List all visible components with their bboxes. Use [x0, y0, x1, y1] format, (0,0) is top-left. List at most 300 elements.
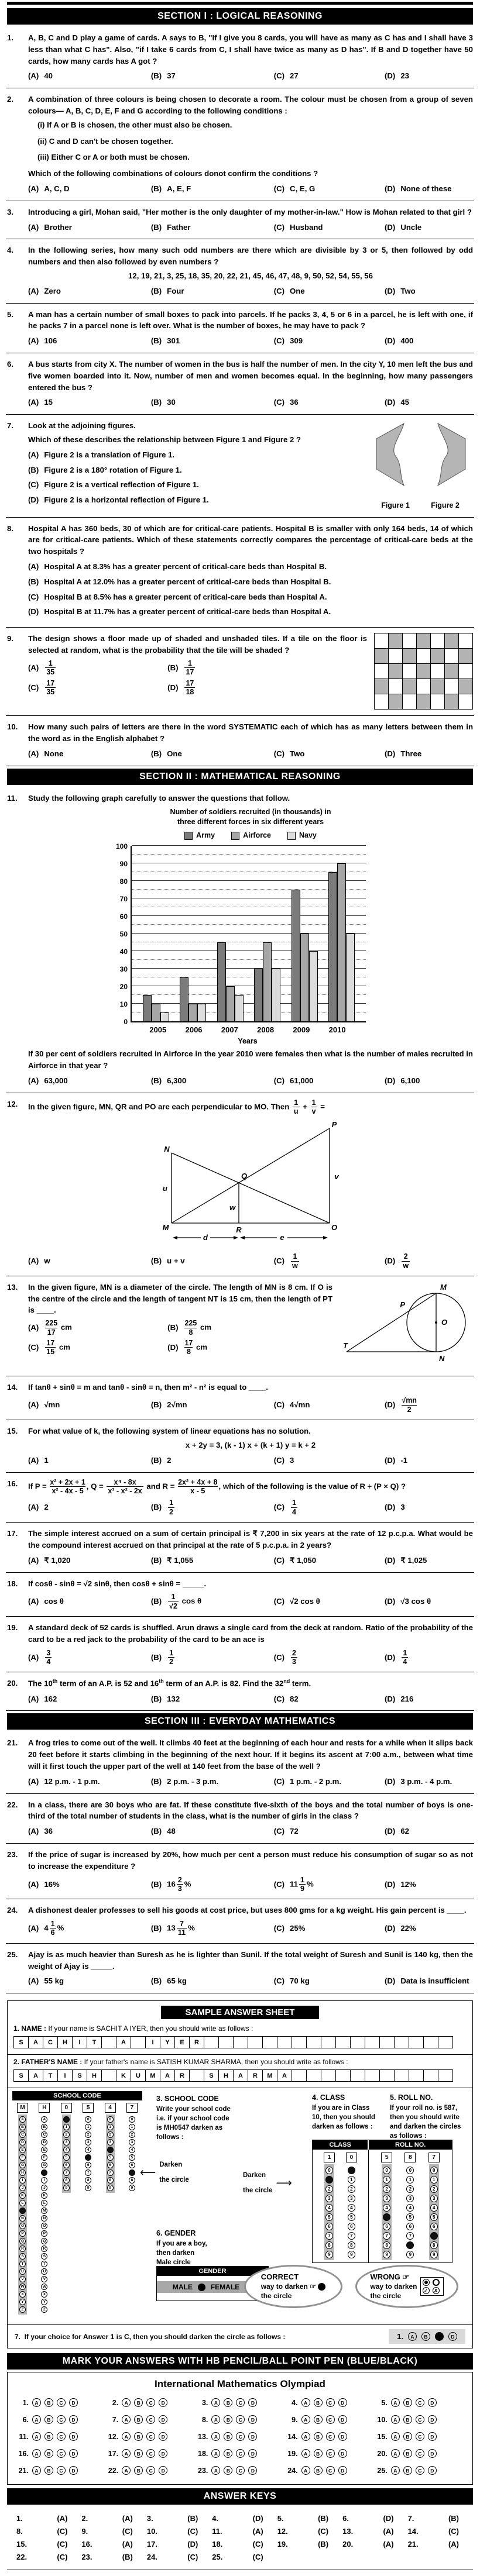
write-cell[interactable] — [394, 2036, 409, 2048]
bubble-1[interactable]: 1 — [129, 2124, 135, 2130]
option-d[interactable] — [385, 1649, 473, 1666]
omr-bubble-8-C[interactable]: C — [236, 2415, 245, 2424]
option-c[interactable] — [274, 1455, 382, 1466]
option-b[interactable] — [151, 1975, 272, 1987]
option-b[interactable] — [167, 1319, 280, 1337]
written-box[interactable]: 0 — [346, 2153, 357, 2162]
option-d[interactable] — [385, 1555, 473, 1566]
write-cell[interactable]: R — [174, 2069, 190, 2082]
bubble-4[interactable]: 4 — [430, 2204, 438, 2212]
bubble-F[interactable]: F — [41, 2154, 47, 2161]
omr-bubble-17-C[interactable]: C — [146, 2449, 155, 2458]
bubble-8[interactable]: 8 — [63, 2177, 70, 2184]
omr-bubble-18-C[interactable]: C — [236, 2449, 245, 2458]
option-d[interactable] — [385, 183, 473, 195]
option-b[interactable] — [151, 748, 272, 760]
bubble-2[interactable]: 2 — [348, 2185, 355, 2193]
bubble-0[interactable] — [63, 2116, 70, 2123]
bubble-1[interactable]: 1 — [406, 2176, 414, 2184]
bubble-5[interactable]: 5 — [348, 2213, 355, 2221]
bubble-2[interactable]: 2 — [63, 2131, 70, 2138]
bubble-B[interactable]: B — [41, 2124, 47, 2130]
written-box[interactable]: 5 — [83, 2103, 94, 2113]
bubble-I[interactable]: I — [41, 2177, 47, 2184]
bubble-3[interactable]: 3 — [383, 2195, 390, 2202]
option-a[interactable] — [28, 561, 473, 573]
bubble-0[interactable]: 0 — [406, 2167, 414, 2174]
bubble-M[interactable]: M — [41, 2207, 47, 2214]
option-b[interactable] — [151, 1920, 272, 1937]
bubble-Y[interactable]: Y — [41, 2299, 47, 2305]
option-a[interactable] — [28, 1075, 149, 1087]
option-b[interactable] — [151, 1075, 272, 1087]
option-c[interactable] — [274, 285, 382, 297]
omr-bubble-21-A[interactable]: A — [32, 2466, 41, 2475]
bubble-1[interactable]: 1 — [85, 2124, 91, 2130]
bubble-H[interactable]: H — [19, 2169, 26, 2176]
option-b[interactable] — [151, 335, 272, 347]
bubble-3[interactable]: 3 — [85, 2139, 91, 2145]
bubble-4[interactable]: 4 — [63, 2147, 70, 2153]
omr-bubble-4-C[interactable]: C — [326, 2398, 335, 2407]
written-box[interactable]: 7 — [428, 2153, 440, 2162]
omr-bubble-19-C[interactable]: C — [326, 2449, 335, 2458]
write-cell[interactable]: M — [262, 2069, 277, 2082]
bubble-9[interactable]: 9 — [406, 2251, 414, 2258]
omr-bubble-10-C[interactable]: C — [416, 2415, 424, 2424]
write-cell[interactable]: M — [145, 2069, 160, 2082]
omr-bubble-25-C[interactable]: C — [416, 2466, 424, 2475]
omr-bubble-8-D[interactable]: D — [248, 2415, 257, 2424]
option-d[interactable] — [385, 1252, 473, 1270]
option-c[interactable] — [274, 1975, 382, 1987]
option-b[interactable] — [151, 1499, 272, 1516]
omr-bubble-21-C[interactable]: C — [57, 2466, 66, 2475]
omr-bubble-20-C[interactable]: C — [416, 2449, 424, 2458]
omr-bubble-19-B[interactable]: B — [314, 2449, 323, 2458]
option-d[interactable] — [385, 1776, 473, 1788]
bubble-2[interactable]: 2 — [325, 2185, 333, 2193]
bubble-W[interactable]: W — [41, 2284, 47, 2290]
bubble-2[interactable]: 2 — [430, 2185, 438, 2193]
write-cell[interactable] — [218, 2036, 234, 2048]
bubble-3[interactable]: 3 — [430, 2195, 438, 2202]
write-cell[interactable] — [350, 2036, 365, 2048]
bubble-7[interactable]: 7 — [348, 2232, 355, 2240]
option-d[interactable] — [385, 1596, 473, 1607]
bubble-5[interactable]: 5 — [63, 2154, 70, 2161]
option-c[interactable] — [274, 1555, 382, 1566]
option-a[interactable] — [28, 397, 149, 408]
omr-bubble-11-D[interactable]: D — [69, 2432, 78, 2441]
write-cell[interactable]: U — [131, 2069, 146, 2082]
bubble-7[interactable] — [430, 2232, 438, 2240]
option-d[interactable] — [385, 335, 473, 347]
omr-bubble-5-A[interactable]: A — [391, 2398, 400, 2407]
bubble-Q[interactable]: Q — [41, 2238, 47, 2244]
bubble-E[interactable]: E — [41, 2147, 47, 2153]
write-cell[interactable] — [292, 2036, 307, 2048]
option-d[interactable] — [385, 1075, 473, 1087]
bubble-8[interactable]: 8 — [383, 2241, 390, 2249]
write-cell[interactable] — [350, 2069, 365, 2082]
bubble-S[interactable]: S — [19, 2253, 26, 2260]
option-a[interactable] — [28, 1920, 149, 1937]
bubble-0[interactable] — [348, 2167, 355, 2174]
omr-bubble-1-A[interactable]: A — [32, 2398, 41, 2407]
write-cell[interactable] — [438, 2069, 453, 2082]
write-cell[interactable]: I — [72, 2036, 87, 2048]
option-a[interactable] — [28, 1596, 149, 1607]
omr-bubble-7-D[interactable]: D — [159, 2415, 167, 2424]
option-d[interactable] — [28, 494, 364, 506]
write-cell[interactable]: I — [57, 2069, 73, 2082]
bubble-2[interactable]: 2 — [107, 2131, 114, 2138]
omr-bubble-23-C[interactable]: C — [236, 2466, 245, 2475]
write-cell[interactable]: A — [28, 2069, 43, 2082]
bubble-F[interactable]: F — [19, 2154, 26, 2161]
bubble-D[interactable]: D — [19, 2139, 26, 2145]
omr-bubble-1-B[interactable]: B — [44, 2398, 53, 2407]
option-d[interactable] — [385, 748, 473, 760]
bubble-5[interactable] — [383, 2213, 390, 2221]
bubble-B[interactable]: B — [19, 2124, 26, 2130]
bubble-L[interactable]: L — [19, 2200, 26, 2206]
write-cell[interactable] — [306, 2036, 321, 2048]
bubble-C[interactable]: C — [41, 2131, 47, 2138]
omr-bubble-24-D[interactable]: D — [338, 2466, 347, 2475]
bubble-6[interactable]: 6 — [348, 2223, 355, 2230]
write-cell[interactable] — [335, 2069, 351, 2082]
bubble-1[interactable]: 1 — [430, 2176, 438, 2184]
written-box[interactable]: 1 — [324, 2153, 335, 2162]
option-a[interactable] — [28, 285, 149, 297]
omr-bubble-9-C[interactable]: C — [326, 2415, 335, 2424]
write-cell[interactable] — [409, 2036, 424, 2048]
write-cell[interactable]: S — [13, 2069, 29, 2082]
bubble-4[interactable]: 4 — [348, 2204, 355, 2212]
bubble-0[interactable]: 0 — [129, 2116, 135, 2123]
bubble-V[interactable]: V — [19, 2276, 26, 2282]
option-a[interactable] — [28, 1399, 149, 1411]
bubble-2[interactable]: 2 — [383, 2185, 390, 2193]
omr-bubble-15-A[interactable]: A — [391, 2432, 400, 2441]
bubble-I[interactable]: I — [19, 2177, 26, 2184]
bubble-9[interactable]: 9 — [129, 2185, 135, 2191]
option-d[interactable] — [385, 1455, 473, 1466]
written-box[interactable]: 8 — [404, 2153, 416, 2162]
omr-bubble-10-A[interactable]: A — [391, 2415, 400, 2424]
bubble-3[interactable]: 3 — [129, 2139, 135, 2145]
omr-bubble-18-D[interactable]: D — [248, 2449, 257, 2458]
bubble-9[interactable]: 9 — [430, 2251, 438, 2258]
write-cell[interactable]: S — [13, 2036, 29, 2048]
option-c[interactable] — [274, 1399, 382, 1411]
option-c[interactable] — [274, 1876, 382, 1893]
option-c[interactable] — [274, 1923, 382, 1934]
omr-bubble-20-B[interactable]: B — [403, 2449, 412, 2458]
write-cell[interactable] — [262, 2036, 277, 2048]
omr-bubble-8-A[interactable]: A — [211, 2415, 220, 2424]
write-cell[interactable] — [248, 2036, 263, 2048]
omr-bubble-21-B[interactable]: B — [44, 2466, 53, 2475]
bubble-O[interactable]: O — [41, 2223, 47, 2229]
bubble-8[interactable]: 8 — [325, 2241, 333, 2249]
bubble-0[interactable]: 0 — [107, 2116, 114, 2123]
written-box[interactable]: 5 — [381, 2153, 392, 2162]
bubble-5[interactable] — [85, 2154, 91, 2161]
option-a[interactable] — [28, 335, 149, 347]
option-b[interactable] — [151, 397, 272, 408]
write-cell[interactable] — [321, 2036, 336, 2048]
write-cell[interactable]: A — [116, 2036, 131, 2048]
omr-bubble-11-B[interactable]: B — [44, 2432, 53, 2441]
option-d[interactable] — [28, 606, 473, 618]
bubble-3[interactable]: 3 — [406, 2195, 414, 2202]
bubble-Y[interactable]: Y — [19, 2299, 26, 2305]
bubble-X[interactable]: X — [41, 2291, 47, 2298]
option-a[interactable] — [28, 1555, 149, 1566]
bubble-7[interactable]: 7 — [85, 2169, 91, 2176]
write-cell[interactable] — [233, 2036, 248, 2048]
write-cell[interactable] — [365, 2036, 380, 2048]
bubble-6[interactable]: 6 — [129, 2162, 135, 2168]
option-c[interactable] — [274, 70, 382, 82]
bubble-0[interactable]: 0 — [383, 2167, 390, 2174]
bubble-R[interactable]: R — [19, 2246, 26, 2252]
male-bubble-filled[interactable] — [198, 2284, 205, 2291]
bubble-8[interactable]: 8 — [430, 2241, 438, 2249]
write-cell[interactable] — [423, 2069, 438, 2082]
option-d[interactable] — [167, 1339, 280, 1356]
bubble-J[interactable]: J — [41, 2185, 47, 2191]
bubble-4[interactable]: 4 — [129, 2147, 135, 2153]
omr-bubble-4-A[interactable]: A — [301, 2398, 310, 2407]
omr-bubble-19-A[interactable]: A — [301, 2449, 310, 2458]
write-cell[interactable]: R — [248, 2069, 263, 2082]
option-b[interactable] — [28, 464, 364, 476]
omr-bubble-5-B[interactable]: B — [403, 2398, 412, 2407]
omr-bubble-11-A[interactable]: A — [32, 2432, 41, 2441]
option-b[interactable] — [151, 183, 272, 195]
bubble-J[interactable]: J — [19, 2185, 26, 2191]
written-box[interactable]: H — [39, 2103, 50, 2113]
bubble-S[interactable]: S — [41, 2253, 47, 2260]
write-cell[interactable]: S — [72, 2069, 87, 2082]
bubble-K[interactable]: K — [19, 2192, 26, 2199]
write-cell[interactable]: T — [43, 2069, 58, 2082]
option-c[interactable] — [274, 1693, 382, 1705]
omr-bubble-6-B[interactable]: B — [44, 2415, 53, 2424]
bubble-9[interactable]: 9 — [107, 2185, 114, 2191]
bubble-4[interactable]: 4 — [325, 2204, 333, 2212]
omr-bubble-3-C[interactable]: C — [236, 2398, 245, 2407]
option-d[interactable] — [385, 1501, 473, 1513]
write-cell[interactable] — [101, 2036, 116, 2048]
omr-bubble-5-C[interactable]: C — [416, 2398, 424, 2407]
written-box[interactable]: M — [17, 2103, 28, 2113]
bubble-6[interactable]: 6 — [325, 2223, 333, 2230]
option-a[interactable] — [28, 1693, 149, 1705]
bubble-P[interactable]: P — [41, 2230, 47, 2237]
write-cell[interactable]: R — [189, 2036, 204, 2048]
option-a[interactable] — [28, 1826, 149, 1837]
omr-bubble-6-A[interactable]: A — [32, 2415, 41, 2424]
omr-bubble-16-C[interactable]: C — [57, 2449, 66, 2458]
bubble-9[interactable]: 9 — [63, 2185, 70, 2191]
option-b[interactable] — [151, 1255, 272, 1267]
omr-bubble-19-D[interactable]: D — [338, 2449, 347, 2458]
omr-bubble-1-C[interactable]: C — [57, 2398, 66, 2407]
omr-bubble-7-B[interactable]: B — [134, 2415, 143, 2424]
write-cell[interactable]: E — [174, 2036, 190, 2048]
option-c[interactable] — [28, 479, 364, 491]
write-cell[interactable]: I — [145, 2036, 160, 2048]
bubble-7[interactable]: 7 — [63, 2169, 70, 2176]
write-cell[interactable]: K — [116, 2069, 131, 2082]
bubble-O[interactable]: O — [19, 2223, 26, 2229]
bubble-T[interactable]: T — [41, 2261, 47, 2267]
omr-bubble-22-B[interactable]: B — [134, 2466, 143, 2475]
option-a[interactable] — [28, 449, 364, 461]
option-a[interactable] — [28, 1879, 149, 1890]
omr-bubble-22-D[interactable]: D — [159, 2466, 167, 2475]
omr-bubble-22-A[interactable]: A — [122, 2466, 131, 2475]
omr-bubble-6-C[interactable]: C — [57, 2415, 66, 2424]
write-cell[interactable] — [101, 2069, 116, 2082]
option-a[interactable] — [28, 183, 149, 195]
bubble-7[interactable]: 7 — [107, 2169, 114, 2176]
option-d[interactable] — [385, 1396, 473, 1414]
bubble-3[interactable]: 3 — [325, 2195, 333, 2202]
omr-bubble-7-A[interactable]: A — [122, 2415, 131, 2424]
omr-bubble-14-D[interactable]: D — [338, 2432, 347, 2441]
bubble-9[interactable]: 9 — [85, 2185, 91, 2191]
write-cell[interactable] — [277, 2036, 292, 2048]
bubble-6[interactable]: 6 — [85, 2162, 91, 2168]
omr-bubble-21-D[interactable]: D — [69, 2466, 78, 2475]
bubble-8[interactable]: 8 — [129, 2177, 135, 2184]
write-cell[interactable]: S — [204, 2069, 219, 2082]
bubble-0[interactable]: 0 — [325, 2167, 333, 2174]
option-a[interactable] — [28, 70, 149, 82]
option-d[interactable] — [385, 397, 473, 408]
option-d[interactable] — [385, 1879, 473, 1890]
bubble-8[interactable]: 8 — [348, 2241, 355, 2249]
bubble-W[interactable]: W — [19, 2284, 26, 2290]
bubble-4[interactable]: 4 — [383, 2204, 390, 2212]
bubble-9[interactable]: 9 — [383, 2251, 390, 2258]
option-a[interactable] — [28, 1649, 149, 1666]
omr-bubble-24-A[interactable]: A — [301, 2466, 310, 2475]
option-d[interactable] — [167, 679, 280, 697]
omr-bubble-24-C[interactable]: C — [326, 2466, 335, 2475]
option-a[interactable] — [28, 1455, 149, 1466]
bubble-E[interactable]: E — [19, 2147, 26, 2153]
omr-bubble-15-C[interactable]: C — [416, 2432, 424, 2441]
bubble-D[interactable]: D — [41, 2139, 47, 2145]
option-d[interactable] — [385, 1923, 473, 1934]
option-c[interactable] — [28, 679, 163, 697]
bubble-N[interactable]: N — [41, 2215, 47, 2222]
option-d[interactable] — [385, 222, 473, 233]
write-cell[interactable]: H — [57, 2036, 73, 2048]
write-cell[interactable] — [379, 2069, 395, 2082]
write-cell[interactable]: A — [28, 2036, 43, 2048]
write-cell[interactable]: H — [87, 2069, 102, 2082]
write-cell[interactable] — [423, 2036, 438, 2048]
write-cell[interactable] — [335, 2036, 351, 2048]
omr-bubble-12-C[interactable]: C — [146, 2432, 155, 2441]
omr-bubble-3-A[interactable]: A — [211, 2398, 220, 2407]
written-box[interactable]: 0 — [61, 2103, 72, 2113]
bubble-0[interactable]: 0 — [85, 2116, 91, 2123]
omr-bubble-2-D[interactable]: D — [159, 2398, 167, 2407]
omr-bubble-20-D[interactable]: D — [428, 2449, 437, 2458]
bubble-U[interactable]: U — [41, 2268, 47, 2275]
omr-bubble-1-D[interactable]: D — [69, 2398, 78, 2407]
option-b[interactable] — [151, 1555, 272, 1566]
bubble-0[interactable]: 0 — [430, 2167, 438, 2174]
omr-bubble-12-A[interactable]: A — [122, 2432, 131, 2441]
write-cell[interactable]: A — [277, 2069, 292, 2082]
option-d[interactable] — [385, 1826, 473, 1837]
bubble-6[interactable]: 6 — [383, 2223, 390, 2230]
bubble-P[interactable]: P — [19, 2230, 26, 2237]
option-b[interactable] — [151, 1593, 272, 1610]
omr-bubble-3-B[interactable]: B — [224, 2398, 232, 2407]
omr-bubble-13-A[interactable]: A — [211, 2432, 220, 2441]
option-a[interactable] — [28, 748, 149, 760]
example-bubble-B[interactable]: B — [421, 2332, 430, 2341]
option-a[interactable] — [28, 659, 163, 677]
bubble-6[interactable]: 6 — [63, 2162, 70, 2168]
option-b[interactable] — [151, 1776, 272, 1788]
bubble-3[interactable]: 3 — [107, 2139, 114, 2145]
bubble-4[interactable] — [107, 2147, 114, 2153]
omr-bubble-3-D[interactable]: D — [248, 2398, 257, 2407]
option-c[interactable] — [274, 1826, 382, 1837]
omr-bubble-4-D[interactable]: D — [338, 2398, 347, 2407]
option-b[interactable] — [151, 285, 272, 297]
option-b[interactable] — [151, 70, 272, 82]
omr-bubble-2-A[interactable]: A — [122, 2398, 131, 2407]
bubble-A[interactable]: A — [19, 2116, 26, 2123]
bubble-8[interactable]: 8 — [85, 2177, 91, 2184]
bubble-A[interactable]: A — [41, 2116, 47, 2123]
omr-bubble-9-A[interactable]: A — [301, 2415, 310, 2424]
option-d[interactable] — [385, 285, 473, 297]
omr-bubble-13-C[interactable]: C — [236, 2432, 245, 2441]
bubble-2[interactable]: 2 — [406, 2185, 414, 2193]
omr-bubble-17-A[interactable]: A — [122, 2449, 131, 2458]
write-cell[interactable] — [438, 2036, 453, 2048]
omr-bubble-17-B[interactable]: B — [134, 2449, 143, 2458]
omr-bubble-15-B[interactable]: B — [403, 2432, 412, 2441]
option-c[interactable] — [274, 397, 382, 408]
bubble-L[interactable]: L — [41, 2200, 47, 2206]
write-cell[interactable] — [292, 2069, 307, 2082]
bubble-V[interactable]: V — [41, 2276, 47, 2282]
option-c[interactable] — [274, 335, 382, 347]
option-c[interactable] — [274, 1252, 382, 1270]
option-c[interactable] — [28, 591, 473, 603]
bubble-7[interactable]: 7 — [406, 2232, 414, 2240]
bubble-6[interactable]: 6 — [107, 2162, 114, 2168]
write-cell[interactable]: T — [87, 2036, 102, 2048]
bubble-5[interactable]: 5 — [406, 2213, 414, 2221]
option-c[interactable] — [274, 1776, 382, 1788]
